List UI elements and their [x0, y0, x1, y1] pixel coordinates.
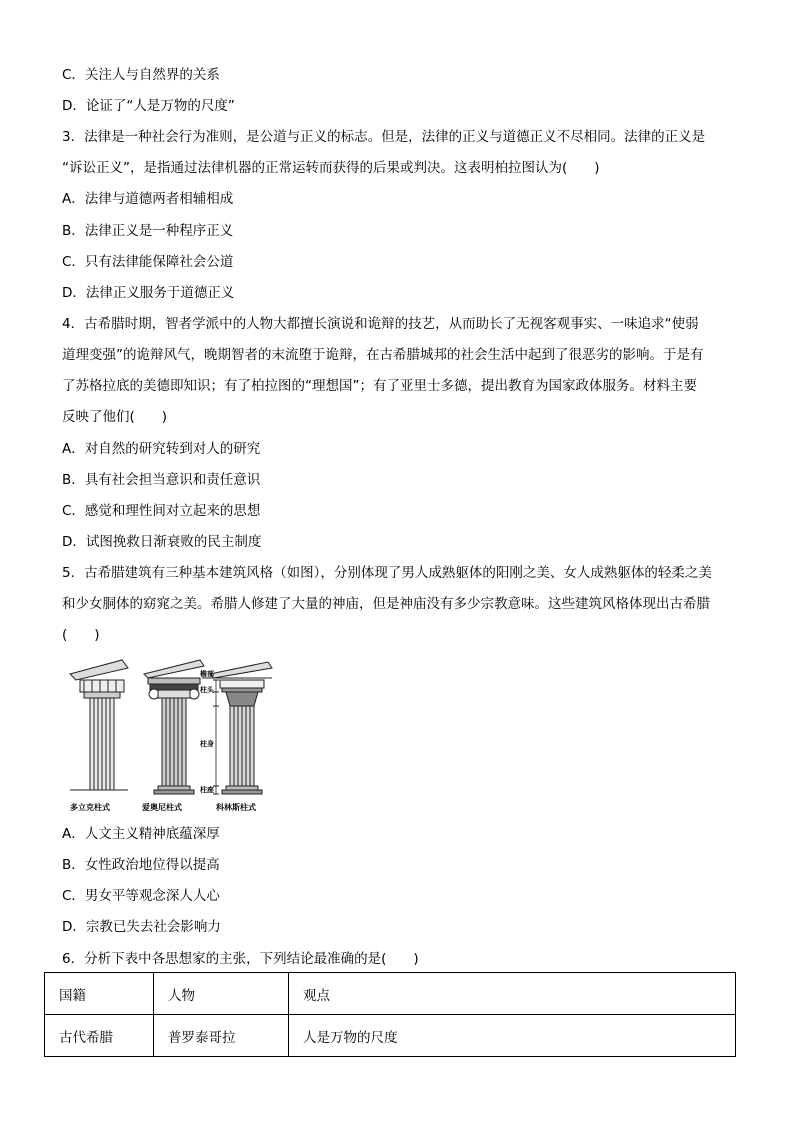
caption-ionic: 爱奥尼柱式	[142, 803, 182, 812]
ionic-column	[144, 660, 204, 794]
q5-stem-line-3: ( )	[62, 627, 100, 643]
table-row	[45, 1015, 736, 1057]
q4-option-d: D．试图挽救日渐衰败的民主制度	[62, 534, 262, 550]
label-shaft: 柱身	[200, 740, 214, 748]
q3-stem-line-1: 3．法律是一种社会行为准则，是公道与正义的标志。但是，法律的正义与道德正义不尽相同。法律的正义是	[62, 129, 706, 145]
q4-option-c: C．感觉和理性间对立起来的思想	[62, 503, 261, 519]
label-base: 柱座	[200, 786, 214, 794]
q4-stem-line-3: 了苏格拉底的美德即知识；有了柏拉图的“理想国”；有了亚里士多德，提出教育为国家政体服务。材料主要	[62, 378, 697, 394]
q4-stem-line-1: 4．古希腊时期，智者学派中的人物大都擅长演说和诡辩的技艺，从而助长了无视客观事实、一味追求“使弱	[62, 316, 699, 332]
q5-option-b: B．女性政治地位得以提高	[62, 857, 220, 873]
table-cell: 人是万物的尺度	[289, 1015, 736, 1057]
table-cell: 古代希腊	[45, 1015, 154, 1057]
corinthian-column	[202, 662, 272, 794]
q5-option-a: A．人文主义精神底蕴深厚	[62, 826, 220, 842]
caption-doric: 多立克柱式	[70, 803, 110, 812]
q4-stem-line-2: 道理变强”的诡辩风气，晚期智者的末流堕于诡辩，在古希腊城邦的社会生活中起到了很恶劣的影响。于是有	[62, 347, 704, 363]
label-capital: 柱头	[200, 686, 214, 694]
q3-option-a: A．法律与道德两者相辅相成	[62, 191, 234, 207]
q3-option-b: B．法律正义是一种程序正义	[62, 223, 234, 239]
q5-stem-line-2: 和少女胴体的窈窕之美。希腊人修建了大量的神庙，但是神庙没有多少宗教意味。这些建筑风格体现出古希腊	[62, 596, 710, 612]
q3-stem-line-2: “诉讼正义”，是指通过法律机器的正常运转而获得的后果或判决。这表明柏拉图认为( )	[62, 160, 600, 176]
caption-corinthian: 科林斯柱式	[216, 803, 256, 812]
q5-option-d: D．宗教已失去社会影响力	[62, 919, 221, 935]
label-entablature: 檐部	[200, 670, 214, 678]
table-header-cell: 国籍	[45, 973, 154, 1015]
table-header-cell: 观点	[289, 973, 736, 1015]
q3-option-d: D．法律正义服务于道德正义	[62, 285, 235, 301]
q6-stem: 6．分析下表中各思想家的主张，下列结论最准确的是( )	[62, 951, 419, 967]
q4-option-a: A．对自然的研究转到对人的研究	[62, 441, 261, 457]
q2-option-c: C．关注人与自然界的关系	[62, 67, 220, 83]
greek-columns-figure	[62, 658, 277, 816]
q4-option-b: B．具有社会担当意识和责任意识	[62, 472, 261, 488]
q4-stem-line-4: 反映了他们( )	[62, 409, 168, 425]
doric-column	[70, 660, 128, 790]
q5-stem-line-1: 5．古希腊建筑有三种基本建筑风格（如图），分别体现了男人成熟躯体的阳刚之美、女人成熟躯体的轻柔之美	[62, 565, 712, 581]
q6-table	[44, 972, 736, 1057]
q5-option-c: C．男女平等观念深人人心	[62, 888, 220, 904]
q3-option-c: C．只有法律能保障社会公道	[62, 254, 234, 270]
table-header-row	[45, 973, 736, 1015]
table-header-cell: 人物	[154, 973, 289, 1015]
table-cell: 普罗泰哥拉	[154, 1015, 289, 1057]
q2-option-d: D．论证了“人是万物的尺度”	[62, 98, 235, 114]
